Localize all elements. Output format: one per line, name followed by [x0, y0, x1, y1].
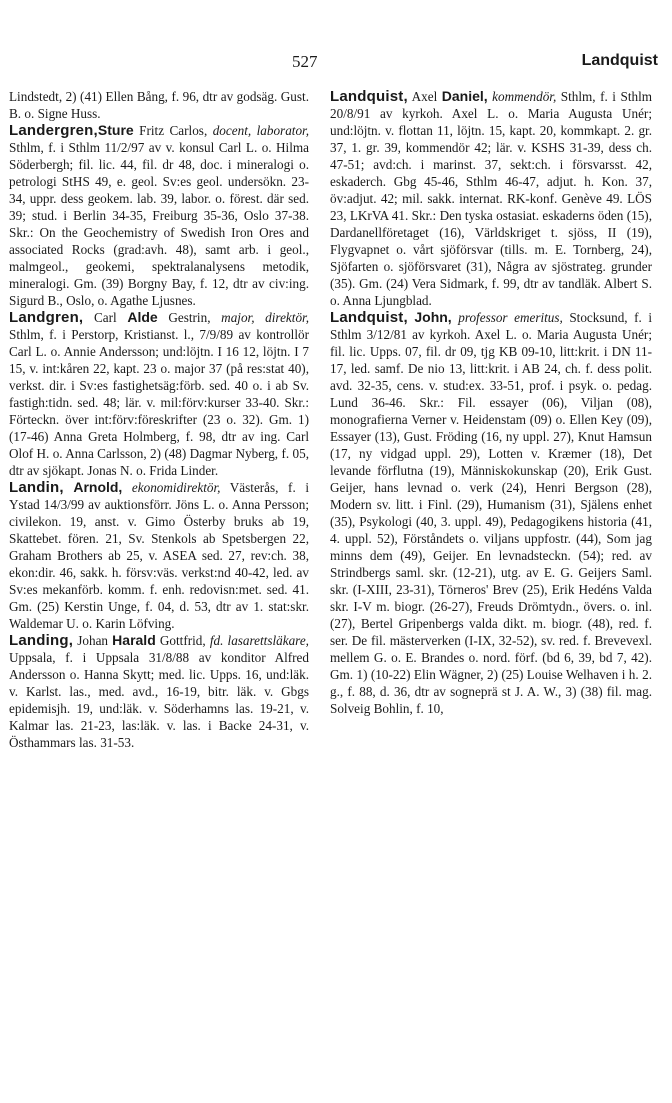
entry-given-name: Axel	[407, 89, 442, 104]
biography-entry	[9, 479, 309, 632]
entry-call-name: Alde	[127, 309, 158, 325]
entry-text: Sthlm, f. i Perstorp, Kristianst. l., 7/9/89 av kontrollör Carl L. o. Annie Andersson; und:löjtn. I 16 12, löjtn. I 7 15, v. int:kåren 22, kapt. 23 o. major 37 (på res:stat 40), verkst. dir. i Sv:es fastighetsäg:förb. sed. 40 o. i ab Sv. fastigh:tidn. sed. 48; lär. v. mil:förv:kurser 33-40. Skr.: Förteckn. över int:förv:föreskrifter (23 o. 32). Gm. 1) (17-46) Anna Greta Holmberg, f. 98, dtr av ing. Carl Olof H. o. Anna Carlsson, 2) (48) Dagmar Nyberg, f. 05, dtr av sjökapt. Jonas N. o. Frida Linder.	[9, 327, 309, 478]
entry-text: Västerås, f. i Ystad 14/3/99 av auktionsförr. Jöns L. o. Anna Persson; civilekon. 19, anst. v. Gimo Österby bruks ab 19, Skattebet. fören. 21, Sv. Stenkols ab Spetsbergen 22, Graham Brothers ab 25, v. ASEA sed. 27, rev:ch. 38, ekon:dir. 46, sakk. h. försv:väs. verkst:nd 40-42, led. av Sv:es mekanförb. komm. f. enh. redovisn:met. sed. 41. Gm. (25) Kerstin Unge, f. 04, d. 53, dtr av 1. stat:skr. Waldemar U. o. Karin Löfving.	[9, 480, 309, 631]
entry-given-name: Fritz Carlos,	[133, 123, 208, 138]
right-column	[330, 88, 652, 717]
entry-occupation: ekonomidirektör,	[122, 480, 221, 495]
entry-surname: Landquist,	[330, 88, 408, 105]
running-head: Landquist	[581, 52, 658, 69]
entry-surname: Landgren,	[9, 309, 84, 326]
entry-call-name: Daniel,	[441, 88, 488, 104]
entry-call-name: Sture	[97, 122, 134, 138]
entry-text: Lindstedt, 2) (41) Ellen Bång, f. 96, dtr av godsäg. Gust. B. o. Signe Huss.	[9, 89, 309, 121]
entry-given-name: Gestrin,	[157, 310, 211, 325]
biography-entry	[330, 309, 652, 717]
entry-call-name: Arnold,	[73, 479, 123, 495]
entry-text: Stocksund, f. i Sthlm 3/12/81 av kyrkoh. Axel L. o. Maria Augusta Unér; fil. lic. Upps. 07, fil. dr 09, tjg KB 09-10, litt:krit. i DN 11-17, led. samf. De nio 13, litt:krit. i AB 24, ch. f. dess polit. avd. 32-35, cens. v. stud:ex. 33-51, prof. i psyk. o. pedag. Lund 36-46. Skr.: Fil. essayer (06), Viljan (08), monografierna Verner v. Heidenstam (09) o. Ellen Key (09), Essayer (13), Gust. Fröding (16, ny uppl. 27), Knut Hamsun (17, ny vidgad uppl. 29), Lotten v. Kræmer (18), Det levande förflutna (19), Människokunskap (20), Erik Gust. Geijer, hans levnad o. verk (24), Henri Bergson (28), Modern sv. litt. i Finl. (29), Humanism (31), Själens enhet (35), Psykologi (40, 3. uppl. 49), Pedagogikens historia (41, 4. uppl. 52), Förståndets o. viljans uppfostr. (44), Som jag minns dem (49), Geijer. En levnadsteckn. (54); red. av Strindbergs saml. skr. (12-21), utg. av E. G. Geijers Saml. skr. (I-XIII, 23-31), Törneros' Brev (25), Erik Hedéns Valda skr. I-V m. biogr. (26-27), Freuds Drömtydn., övers. o. inl. (27), Bertel Gripenbergs valda dikt. m. biogr. (48), red. f. ser. De fil. mästerverken (I-IX, 32-52), sv. red. f. Brevevexl. mellem G. o. E. Brandes o. nord. förf. (bd 6, 39, bd 7, 42). Gm. 1) (10-22) Elin Wägner, 2) (25) Louise Welhaven i h. 2. g., f. 88, d. 36, dtr av sogneprä st J. A. W., 3) (38) fil. mag. Solveig Bohlin, f. 10,	[330, 310, 652, 716]
entry-call-name: John,	[414, 309, 452, 325]
entry-given-name: Johan	[73, 633, 113, 648]
entry-surname: Landing,	[9, 632, 74, 649]
biography-entry	[9, 122, 309, 309]
entry-occupation: docent, laborator,	[207, 123, 310, 138]
left-column	[9, 88, 309, 751]
biography-entry	[330, 88, 652, 309]
entry-given-name: Carl	[83, 310, 128, 325]
biography-entry	[9, 88, 309, 122]
entry-given-name	[64, 480, 74, 495]
entry-text: Sthlm, f. i Sthlm 11/2/97 av v. konsul Carl L. o. Hilma Söderbergh; fil. lic. 44, fil. dr 48, doc. i mineralogi o. petrologi StHS 49, e. geol. Sv:es geol. undersökn. 23-34, uppr. dess geokem. lab. 39, labor. o. förest. där sed. 39; stud. i Berlin 34-35, Freiburg 35-36, Oslo 37-38. Skr.: On the Geochemistry of Swedish Iron Ores and associated Rocks (grad:avh. 48), samt arb. i geol., malmgeol., geokemi, spektralanalysens metodik, mineralogi. Gm. (39) Borgny Bay, f. 12, dtr av civ:ing. Sigurd B., Oslo, o. Agathe Ljusnes.	[9, 140, 309, 308]
entry-occupation: fd. lasarettsläkare,	[205, 633, 309, 648]
entry-surname: Landquist,	[330, 309, 408, 326]
page-number: 527	[292, 52, 318, 71]
entry-text: Uppsala, f. i Uppsala 31/8/88 av konditor Alfred Andersson o. Hanna Skytt; med. lic. Upps. 16, und:läk. v. Karlst. las., med. avd., 16-19, bitr. läk. v. Gbgs epidemisjh. 19, und:läk. v. Söderhamns las. 19-21, v. Kalmar las. 21-23, las:läk. v. las. i Backe 24-31, v. Östhammars las. 31-53.	[9, 650, 309, 750]
entry-call-name: Harald	[112, 632, 156, 648]
entry-occupation: major, direktör,	[210, 310, 310, 325]
biography-entry	[9, 309, 309, 479]
entry-surname: Landin,	[9, 479, 64, 496]
entry-occupation: kommendör,	[487, 89, 557, 104]
page-header	[0, 52, 672, 74]
entry-occupation: professor emeritus,	[451, 310, 563, 325]
entry-text: Sthlm, f. i Sthlm 20/8/91 av kyrkoh. Axel L. o. Maria Augusta Unér; und:löjtn. v. flottan 11, löjtn. 15, kapt. 20, kommkapt. 2. gr. 37, 1. gr. 39, kommendör 42; lär. v. KSHS 31-39, dess ch. 47-51; avd:ch. i marinst. 37, sekt:ch. i försvarsst. 42, eskaderch. Gbg 45-46, Sthlm 46-47, adjut. h. Kon. 37, öv:adjut. 42; mil. sakk. internat. RK-konf. Genève 49. LÖS 23, LKrVA 41. Skr.: Den tyska ostasiat. eskaderns öden (15), Dardanellföretaget (16), Världskriget t. sjöss, II (19), Flygvapnet o. vårt sjöförsvar (tills. m. E. Tornberg, 24), Sjöfarten o. sjöförsvaret (31), Några av sjöstrateg. grunder (35). Gm. (24) Vera Sidmark, f. 99, dtr av tandläk. Albert S. o. Anna Ljungblad.	[330, 89, 652, 308]
entry-surname: Landergren,	[9, 122, 98, 139]
entry-given-name: Gottfrid,	[155, 633, 206, 648]
biography-entry	[9, 632, 309, 751]
